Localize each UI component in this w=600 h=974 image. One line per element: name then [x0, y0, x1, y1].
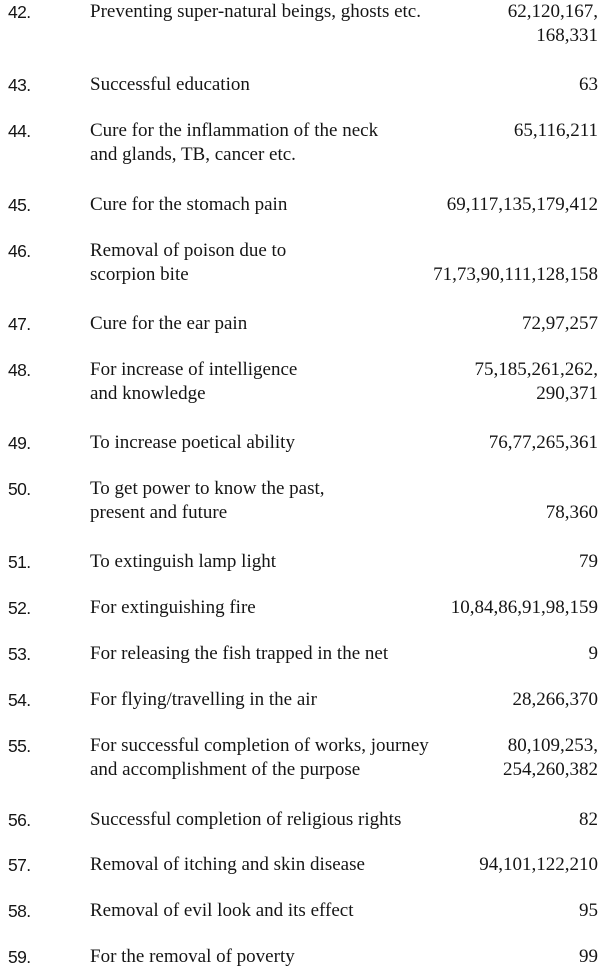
entry-description: For flying/travelling in the air — [90, 689, 317, 710]
entry-number: 52. — [8, 598, 31, 618]
entry-pages: 94,101,122,210 — [479, 854, 598, 875]
entry-description: Removal of poison due to scorpion bite — [90, 240, 287, 285]
entry-description: Cure for the ear pain — [90, 313, 248, 334]
entry-pages: 65,116,211 — [513, 120, 598, 141]
entry-description: Removal of itching and skin disease — [90, 854, 365, 875]
entry-description: To get power to know the past, present and future — [90, 478, 325, 523]
entry-description: For the removal of poverty — [90, 946, 295, 967]
entry-pages: 99 — [579, 946, 598, 967]
entry-number: 45. — [8, 195, 31, 215]
entry-number: 46. — [8, 241, 31, 261]
entry-pages: 80,109,253, 254,260,382 — [503, 735, 598, 780]
entry-description: Successful education — [90, 74, 250, 95]
entry-pages: 28,266,370 — [512, 689, 598, 710]
entry-number: 44. — [8, 121, 31, 141]
entry-description: For successful completion of works, journey and accomplishment of the purpose — [90, 735, 429, 780]
entry-number: 48. — [8, 360, 31, 380]
entry-description: To increase poetical ability — [90, 432, 295, 453]
entry-description: Successful completion of religious rights — [90, 809, 402, 830]
entry-pages: 10,84,86,91,98,159 — [450, 597, 598, 618]
entry-number: 50. — [8, 479, 31, 499]
entry-pages: 75,185,261,262, 290,371 — [474, 359, 598, 404]
entry-number: 54. — [8, 690, 31, 710]
entry-pages: 71,73,90,111,128,158 — [433, 264, 598, 285]
entry-description: Removal of evil look and its effect — [90, 900, 354, 921]
entry-pages: 9 — [588, 643, 598, 664]
entry-description: To extinguish lamp light — [90, 551, 277, 572]
entry-description: For releasing the fish trapped in the net — [90, 643, 389, 664]
entry-pages: 79 — [579, 551, 598, 572]
entry-pages: 63 — [579, 74, 598, 95]
entry-number: 57. — [8, 855, 31, 875]
entry-pages: 78,360 — [545, 502, 598, 523]
entry-pages: 76,77,265,361 — [488, 432, 598, 453]
entry-number: 58. — [8, 901, 31, 921]
entry-number: 55. — [8, 736, 31, 756]
entry-pages: 72,97,257 — [522, 313, 598, 334]
entry-number: 47. — [8, 314, 31, 334]
entry-description: Cure for the inflammation of the neck and glands, TB, cancer etc. — [90, 120, 379, 165]
entry-pages: 82 — [579, 809, 598, 830]
entry-pages: 62,120,167, 168,331 — [507, 1, 598, 46]
entry-number: 49. — [8, 433, 31, 453]
entry-number: 53. — [8, 644, 31, 664]
entry-number: 56. — [8, 810, 31, 830]
entry-pages: 95 — [579, 900, 598, 921]
entry-description: For increase of intelligence and knowledge — [90, 359, 298, 404]
entry-number: 51. — [8, 552, 31, 572]
entry-number: 43. — [8, 75, 31, 95]
entry-description: For extinguishing fire — [90, 597, 256, 618]
entry-number: 59. — [8, 947, 31, 967]
entry-number: 42. — [8, 2, 31, 22]
entry-pages: 69,117,135,179,412 — [446, 194, 598, 215]
entry-description: Preventing super-natural beings, ghosts etc. — [90, 1, 421, 22]
entry-description: Cure for the stomach pain — [90, 194, 288, 215]
